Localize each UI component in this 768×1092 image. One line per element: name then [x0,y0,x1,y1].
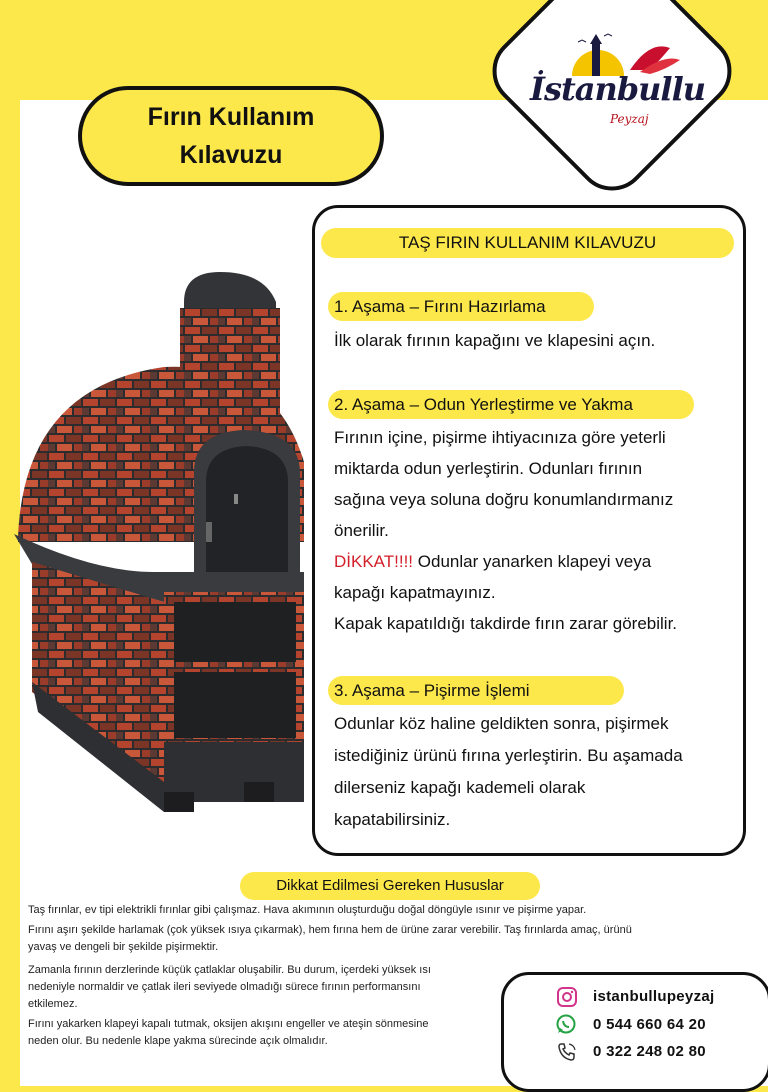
stage-3-line: istediğiniz ürünü fırına yerleştirin. Bu aşamada [334,746,683,765]
page-title [78,86,384,186]
note-line: neden olur. Bu nedenle klape yakma sürecinde açık olmalıdır. [28,1035,328,1047]
logo-subtitle: Peyzaj [610,112,649,126]
whatsapp-icon [555,1013,577,1035]
phone-icon [556,1041,578,1063]
stage-1-line: İlk olarak fırının kapağını ve klapesini açın. [334,331,656,350]
logo [500,30,726,140]
note-line: Taş fırınlar, ev tipi elektrikli fırınlar gibi çalışmaz. Hava akımının oluşturduğu doğal döngüyle ısınır ve pişirme yapar. [28,904,587,916]
stage-2-line: Kapak kapatıldığı takdirde fırın zarar görebilir. [334,614,678,633]
phone-number[interactable]: 0 322 248 02 80 [593,1043,706,1060]
note-line: Fırını aşırı şekilde harlamak (çok yüksek ısıya çıkarmak), hem fırına hem de ürüne zarar verebilir. Taş fırınlarda amaç, ürünü [28,924,632,936]
stage-3-line: dilerseniz kapağı kademeli olarak [334,778,586,797]
instagram-handle[interactable]: istanbullupeyzaj [593,988,715,1005]
stage-1-heading: 1. Aşama – Fırını Hazırlama [328,292,594,321]
title-line-1: Fırın Kullanım [147,103,315,131]
stage-3-text [334,708,683,836]
note-line: yavaş ve dengeli bir şekilde pişirmektir. [28,941,219,953]
stage-1-text [334,325,655,356]
whatsapp-number[interactable]: 0 544 660 64 20 [593,1016,706,1033]
notes-block-2 [28,962,498,1050]
notes-title: Dikkat Edilmesi Gereken Hususlar [240,872,540,900]
stage-3-heading: 3. Aşama – Pişirme İşlemi [328,676,624,705]
notes-block-1 [28,902,748,956]
note-line: etkilemez. [28,998,78,1010]
title-line-2: Kılavuzu [179,141,283,169]
stage-2-line: kapağı kapatmayınız. [334,583,496,602]
logo-name: İstanbullu [530,70,705,108]
stage-2-text [334,422,677,639]
instagram-icon [556,986,578,1008]
guide-title: TAŞ FIRIN KULLANIM KILAVUZU [321,228,734,258]
stage-2-warning [334,546,677,577]
note-line: Zamanla fırının derzlerinde küçük çatlaklar oluşabilir. Bu durum, içerdeki yüksek ısı [28,964,431,976]
stage-2-line: Fırının içine, pişirme ihtiyacınıza göre yeterli [334,428,666,447]
stage-2-line: sağına veya soluna doğru konumlandırmanız [334,490,674,509]
stage-2-line: miktarda odun yerleştirin. Odunları fırının [334,459,643,478]
stage-3-line: kapatabilirsiniz. [334,810,451,829]
note-line: Fırını yakarken klapeyi kapalı tutmak, oksijen akışını engeller ve ateşin sönmesine [28,1018,429,1030]
stone-oven-image [14,272,310,812]
stage-2-heading: 2. Aşama – Odun Yerleştirme ve Yakma [328,390,694,419]
note-line: nedeniyle normaldir ve çatlak ileri seviyede olmadığı sürece fırının performansını [28,981,421,993]
stage-2-line: önerilir. [334,521,389,540]
stage-3-line: Odunlar köz haline geldikten sonra, pişirmek [334,714,669,733]
warning-text: Odunlar yanarken klapeyi veya [413,552,652,571]
warning-label: DİKKAT!!!! [334,552,414,571]
